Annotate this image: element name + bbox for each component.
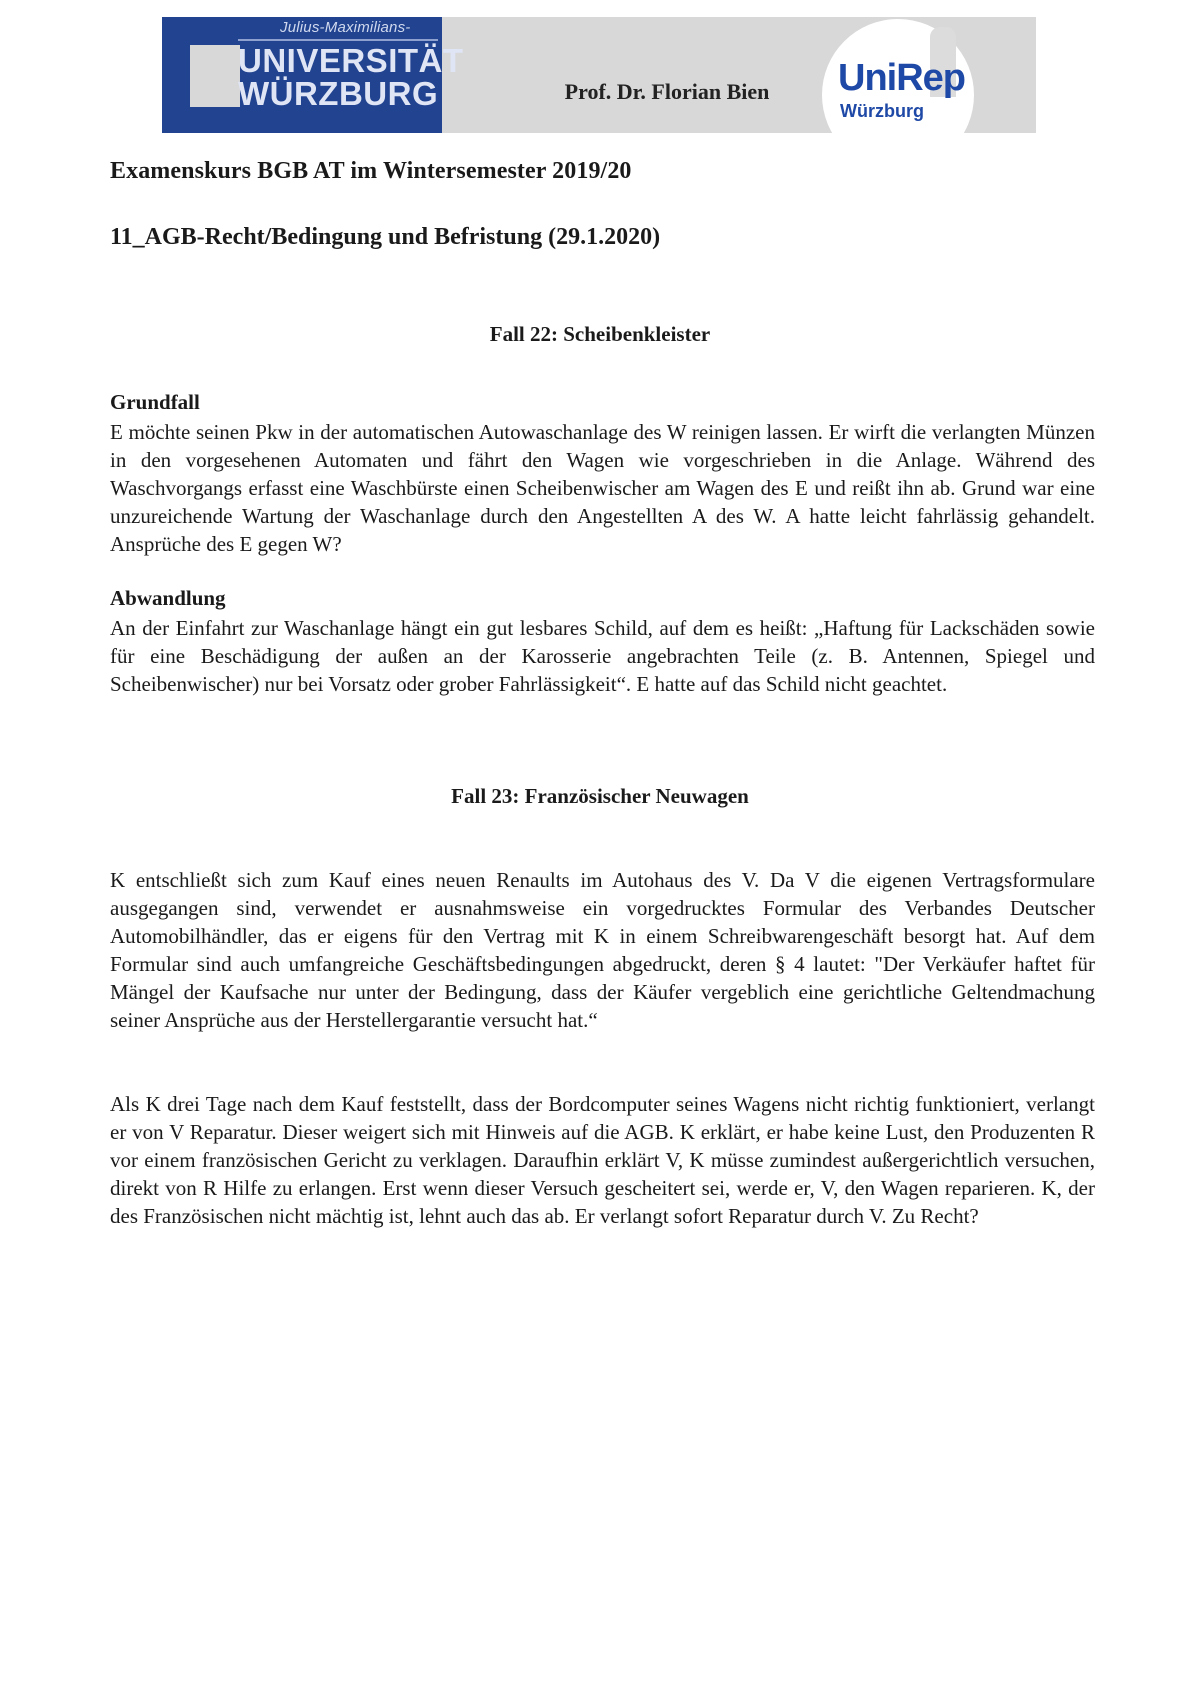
case-23-title: Fall 23: Französischer Neuwagen: [451, 784, 749, 808]
logo-divider: [238, 39, 438, 41]
university-name-line1: UNIVERSITÄT: [238, 42, 464, 79]
case-22-title: Fall 22: Scheibenkleister: [489, 322, 711, 346]
case-23-paragraph-1: K entschließt sich zum Kauf eines neuen Renaults im Autohaus des V. Da V die eigenen Vertragsformulare ausgegangen sind, verwendet er ausnahmsweise ein vorgedrucktes Formular des Verbandes Deutscher Automobilhändler, das er eigens für den Vertrag mit K in einem Schreibwarengeschäft besorgt hat. Auf dem Formular sind auch umfangreiche Geschäftsbedingungen abgedruckt, deren § 4 lautet: "Der Verkäufer haftet für Mängel der Kaufsache nur unter der Bedingung, dass der Käufer vergeblich eine gerichtliche Geltendmachung seiner Ansprüche aus der Herstellergarantie versucht hat.“: [110, 868, 1095, 1032]
session-title: 11_AGB-Recht/Bedingung und Befristung (29.1.2020): [110, 224, 661, 250]
professor-name: Prof. Dr. Florian Bien: [564, 79, 770, 104]
abwandlung-text: An der Einfahrt zur Waschanlage hängt ein gut lesbares Schild, auf dem es heißt: „Haftung für Lackschäden sowie für eine Beschädigung der außen an der Karosserie angebrachten Teile (z. B. Antennen, Spiegel und Scheibenwischer) nur bei Vorsatz oder grober Fahrlässigkeit“. E hatte auf das Schild nicht geachtet.: [110, 616, 1095, 696]
university-name-line2: WÜRZBURG: [238, 75, 439, 112]
unirep-logo-name: UniRep: [838, 57, 965, 99]
grundfall-text: E möchte seinen Pkw in der automatischen Autowaschanlage des W reinigen lassen. Er wirft die verlangten Münzen in den vorgesehenen Automaten und fährt den Wagen wie vorgeschrieben in die Anlage. Während des Waschvorgangs erfasst eine Waschbürste einen Scheibenwischer am Wagen des E und reißt ihn ab. Grund war eine unzureichende Wartung der Waschanlage durch den Angestellten A des W. A hatte leicht fahrlässig gehandelt. Ansprüche des E gegen W?: [110, 420, 1095, 556]
grundfall-heading: Grundfall: [110, 390, 200, 414]
abwandlung-heading: Abwandlung: [110, 586, 226, 610]
case-23-paragraph-2: Als K drei Tage nach dem Kauf feststellt, dass der Bordcomputer seines Wagens nicht richtig funktioniert, verlangt er von V Reparatur. Dieser weigert sich mit Hinweis auf die AGB. K erklärt, er habe keine Lust, den Produzenten R vor einem französischen Gericht zu verklagen. Daraufhin erklärt V, K müsse zumindest außergerichtlich versuchen, direkt von R Hilfe zu erlangen. Erst wenn dieser Versuch gescheitert sei, werde er, V, den Wagen reparieren. K, der des Französischen nicht mächtig ist, lehnt auch das ab. Er verlangt sofort Reparatur durch V. Zu Recht?: [110, 1092, 1095, 1228]
university-prefix: Julius-Maximilians-: [280, 19, 411, 36]
course-title: Examenskurs BGB AT im Wintersemester 2019/20: [110, 158, 632, 184]
header-banner: [162, 17, 1036, 133]
unirep-logo-city: Würzburg: [840, 101, 924, 121]
university-wordmark: [228, 17, 464, 133]
university-logo: [162, 17, 464, 133]
